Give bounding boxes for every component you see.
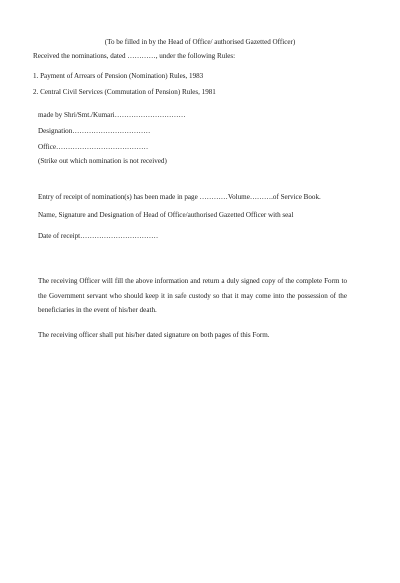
rule-item-2: 2. Central Civil Services (Commutation of Pension) Rules, 1981: [33, 88, 216, 96]
office-field: Office…………………………………: [38, 143, 149, 151]
strike-out-note: (Strike out which nomination is not received): [38, 157, 167, 165]
received-nominations-line: Received the nominations, dated …………, under the following Rules:: [33, 52, 236, 60]
signature-instruction: The receiving officer shall put his/her dated signature on both pages of this Form.: [38, 331, 270, 339]
name-signature-designation-line: Name, Signature and Designation of Head of Office/authorised Gazetted Officer with seal: [38, 211, 294, 219]
rule-item-1: 1. Payment of Arrears of Pension (Nomination) Rules, 1983: [33, 72, 204, 80]
designation-field: Designation……………………………: [38, 127, 151, 135]
made-by-field: made by Shri/Smt./Kumari…………………………: [38, 111, 186, 119]
receiving-officer-instruction: The receiving Officer will fill the above information and return a duly signed copy of the complete Form to the Government servant who should keep it in safe custody so that it may come into the possession of the beneficiaries in the event of his/her death.: [38, 277, 347, 314]
entry-of-receipt-line: Entry of receipt of nomination(s) has been made in page …………Volume……….of Service Book.: [38, 193, 321, 201]
date-of-receipt-field: Date of receipt……………………………: [38, 232, 159, 240]
form-header: (To be filled in by the Head of Office/ authorised Gazetted Officer): [104, 38, 296, 46]
